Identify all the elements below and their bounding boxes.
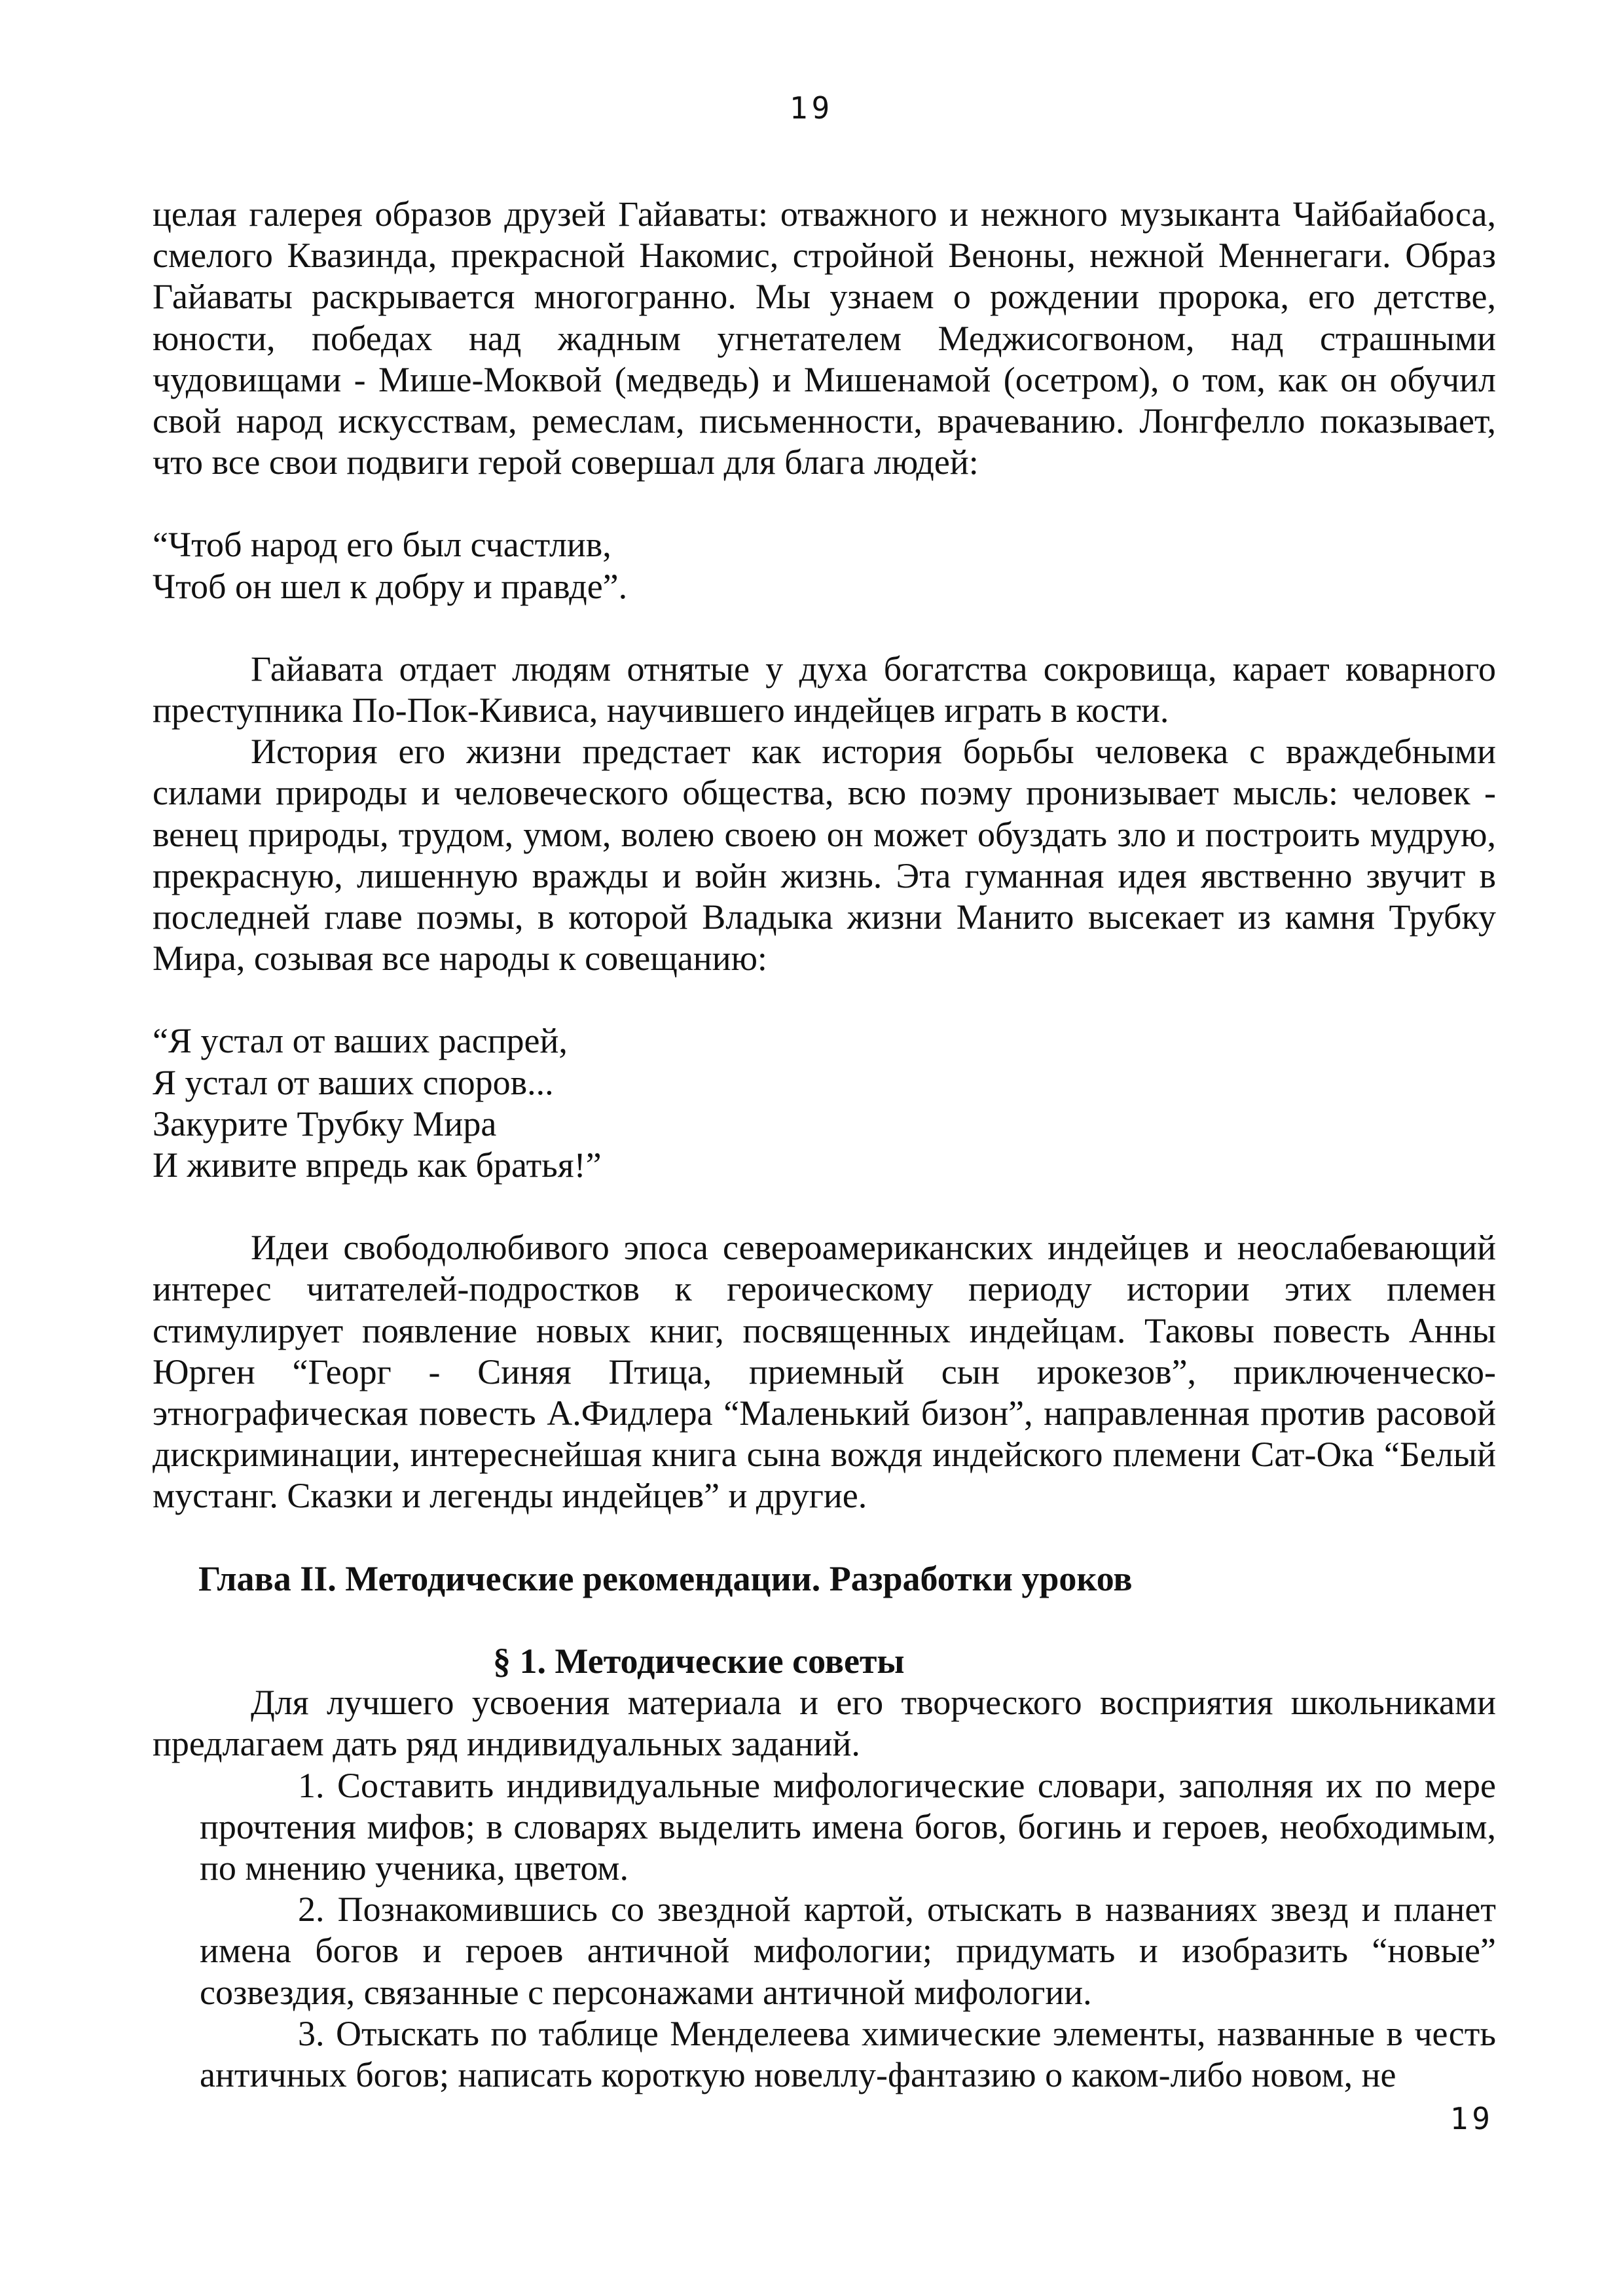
paragraph: Идеи свободолюбивого эпоса североамериканских индейцев и неослабевающий интерес читателей-подростков к героическому периоду истории этих племен стимулирует появление новых книг, посвященных индейцам. Таковы повесть Анны Юрген “Георг - Синяя Птица, приемный сын ирокезов”, приключенческо-этнографическая повесть А.Фидлера “Маленький бизон”, направленная против расовой дискриминации, интереснейшая книга сына вождя индейского племени Сат-Ока “Белый мустанг. Сказки и легенды индейцев” и другие. [153,1228,1496,1516]
page-number-bottom: 19 [1450,2101,1494,2136]
poem-quote [153,1020,1496,1186]
verse-line: Закурите Трубку Мира [153,1103,497,1143]
page-body [153,194,1496,2096]
verse-line: “Я устал от ваших распрей, [153,1021,568,1061]
spacer [153,1517,1496,1558]
chapter-heading: Глава II. Методические рекомендации. Разработки уроков [198,1558,1133,1598]
verse-line: Чтоб он шел к добру и правде”. [153,566,628,606]
paragraph: Гайавата отдает людям отнятые у духа богатства сокровища, карает коварного преступника По-Пок-Кивиса, научившего индейцев играть в кости. [153,649,1496,730]
spacer [153,1600,1496,1641]
section-heading: § 1. Методические советы [493,1641,905,1681]
spacer [153,607,1496,649]
poem-quote [153,524,1496,607]
list-item: 2. Познакомившись со звездной картой, отыскать в названиях звезд и планет имена богов и героев античной мифологии; придумать и изобразить “новые” созвездия, связанные с персонажами античной мифологии. [200,1890,1496,2012]
list-item: 3. Отыскать по таблице Менделеева химические элементы, названные в честь античных богов; написать короткую новеллу-фантазию о каком-либо новом, не [200,2013,1496,2094]
paragraph: История его жизни предстает как история борьбы человека с враждебными силами природы и человеческого общества, всю поэму пронизывает мысль: человек - венец природы, трудом, умом, волею своею он может обуздать зло и построить мудрую, прекрасную, лишенную вражды и войн жизнь. Эта гуманная идея явственно звучит в последней главе поэмы, в которой Владыка жизни Манито высекает из камня Трубку Мира, созывая все народы к совещанию: [153,732,1496,978]
spacer [153,483,1496,524]
spacer [153,1186,1496,1227]
verse-line: Я устал от ваших споров... [153,1062,554,1102]
verse-line: И живите впредь как братья!” [153,1145,602,1185]
list-item: 1. Составить индивидуальные мифологические словари, заполняя их по мере прочтения мифов; в словарях выделить имена богов, богинь и героев, необходимым, по мнению ученика, цветом. [200,1765,1496,1888]
paragraph: целая галерея образов друзей Гайаваты: отважного и нежного музыканта Чайбайабоса, смелого Квазинда, прекрасной Накомис, стройной Веноны, нежной Меннегаги. Образ Гайаваты раскрывается многогранно. Мы узнаем о рождении пророка, его детстве, юности, победах над жадным угнетателем Меджисогвоном, над страшными чудовищами - Мише-Моквой (медведь) и Мишенамой (осетром), о том, как он обучил свой народ искусствам, ремеслам, письменности, врачеванию. Лонгфелло показывает, что все свои подвиги герой совершал для блага людей: [153,194,1496,482]
page-number-top: 19 [789,90,834,126]
spacer [153,979,1496,1020]
paragraph: Для лучшего усвоения материала и его творческого восприятия школьниками предлагаем дать ряд индивидуальных заданий. [153,1683,1496,1764]
verse-line: “Чтоб народ его был счастлив, [153,525,611,565]
